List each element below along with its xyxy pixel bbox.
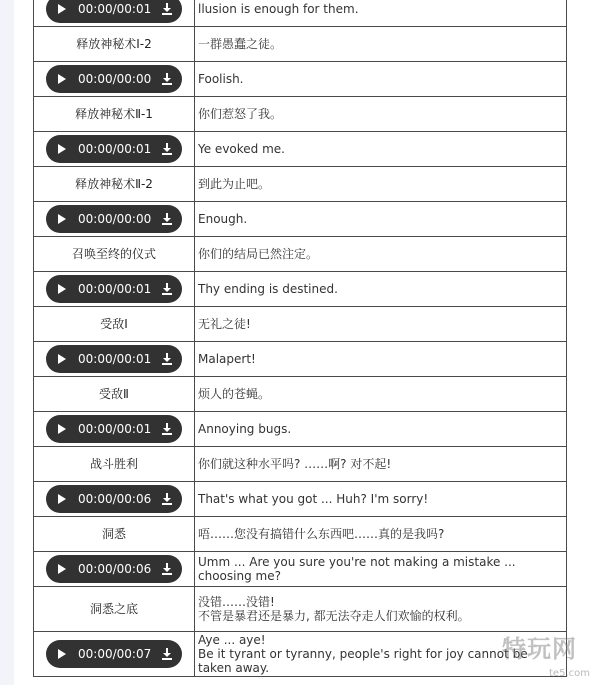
play-icon[interactable] <box>58 424 66 434</box>
voice-line-text: 唔……您没有搞错什么东西吧……真的是我吗? <box>198 527 445 541</box>
voice-line-chinese <box>195 27 567 62</box>
voice-line-name: 召唤至终的仪式 <box>34 237 195 272</box>
download-icon[interactable] <box>162 283 172 295</box>
voice-line-text: Malapert! <box>198 352 256 366</box>
voice-line-name: 洞悉 <box>34 517 195 552</box>
download-icon[interactable] <box>162 353 172 365</box>
voice-line-row <box>34 237 567 272</box>
voice-line-name: 释放神秘术Ⅱ-2 <box>34 167 195 202</box>
audio-player[interactable] <box>46 205 182 233</box>
voice-line-text: 无礼之徒! <box>198 317 251 331</box>
voice-line-name: 洞悉之底 <box>34 587 195 632</box>
audio-row <box>34 552 567 587</box>
voice-line-text: Enough. <box>198 212 248 226</box>
download-icon[interactable] <box>162 493 172 505</box>
play-icon[interactable] <box>58 649 66 659</box>
voice-line-english <box>195 342 567 377</box>
play-icon[interactable] <box>58 284 66 294</box>
audio-time: 00:00/00:00 <box>78 72 152 86</box>
audio-cell <box>34 482 195 517</box>
voice-line-text: 你们就这种水平吗? ……啊? 对不起! <box>198 457 392 471</box>
voice-line-chinese <box>195 237 567 272</box>
voice-line-row <box>34 97 567 132</box>
download-icon[interactable] <box>162 648 172 660</box>
audio-player[interactable] <box>46 640 182 668</box>
audio-row <box>34 62 567 97</box>
audio-row <box>34 342 567 377</box>
voice-line-name: 受敌Ⅱ <box>34 377 195 412</box>
voice-line-chinese <box>195 167 567 202</box>
play-icon[interactable] <box>58 354 66 364</box>
site-watermark <box>498 627 594 681</box>
voice-lines-table <box>33 0 567 677</box>
audio-row <box>34 0 567 27</box>
audio-player[interactable] <box>46 555 182 583</box>
audio-time: 00:00/00:00 <box>78 212 152 226</box>
voice-line-text: llusion is enough for them. <box>198 2 359 16</box>
audio-row <box>34 272 567 307</box>
voice-line-row <box>34 517 567 552</box>
play-icon[interactable] <box>58 564 66 574</box>
audio-player[interactable] <box>46 275 182 303</box>
voice-line-row <box>34 447 567 482</box>
voice-line-text: 烦人的苍蝇。 <box>198 387 271 401</box>
audio-time: 00:00/00:01 <box>78 422 152 436</box>
audio-player[interactable] <box>46 485 182 513</box>
voice-line-text: Annoying bugs. <box>198 422 292 436</box>
voice-line-name: 战斗胜利 <box>34 447 195 482</box>
voice-line-text: 一群愚蠢之徒。 <box>198 37 283 51</box>
audio-cell <box>34 0 195 27</box>
play-icon[interactable] <box>58 4 66 14</box>
voice-line-name: 释放神秘术Ⅱ-1 <box>34 97 195 132</box>
voice-line-row <box>34 27 567 62</box>
audio-time: 00:00/00:01 <box>78 142 152 156</box>
voice-line-text: Umm ... Are you sure you're not making a mistake ... choosing me? <box>198 555 516 583</box>
audio-row <box>34 482 567 517</box>
voice-line-row <box>34 307 567 342</box>
audio-time: 00:00/00:01 <box>78 352 152 366</box>
audio-cell <box>34 342 195 377</box>
voice-line-text: Foolish. <box>198 72 244 86</box>
audio-time: 00:00/00:01 <box>78 2 152 16</box>
download-icon[interactable] <box>162 73 172 85</box>
audio-player[interactable] <box>46 345 182 373</box>
voice-line-text: 你们的结局已然注定。 <box>198 247 319 261</box>
voice-line-text: 没错……没错! 不管是暴君还是暴力, 都无法夺走人们欢愉的权利。 <box>198 595 470 623</box>
voice-line-chinese <box>195 517 567 552</box>
voice-line-english <box>195 412 567 447</box>
audio-time: 00:00/00:06 <box>78 562 152 576</box>
audio-time: 00:00/00:01 <box>78 282 152 296</box>
download-icon[interactable] <box>162 213 172 225</box>
audio-cell <box>34 552 195 587</box>
watermark-logo: 特玩网 <box>502 635 577 663</box>
voice-line-chinese <box>195 447 567 482</box>
voice-line-text: 到此为止吧。 <box>198 177 271 191</box>
voice-line-text: Aye ... aye! Be it tyrant or tyranny, people's right for joy cannot be taken away. <box>198 633 528 675</box>
voice-line-chinese <box>195 307 567 342</box>
audio-player[interactable] <box>46 135 182 163</box>
audio-cell <box>34 62 195 97</box>
voice-line-row <box>34 377 567 412</box>
audio-cell <box>34 412 195 447</box>
audio-cell <box>34 632 195 677</box>
voice-line-english <box>195 132 567 167</box>
voice-line-row <box>34 587 567 632</box>
voice-line-english <box>195 0 567 27</box>
play-icon[interactable] <box>58 494 66 504</box>
download-icon[interactable] <box>162 423 172 435</box>
audio-player[interactable] <box>46 65 182 93</box>
audio-cell <box>34 202 195 237</box>
download-icon[interactable] <box>162 563 172 575</box>
play-icon[interactable] <box>58 144 66 154</box>
play-icon[interactable] <box>58 74 66 84</box>
voice-line-row <box>34 167 567 202</box>
voice-line-text: That's what you got ... Huh? I'm sorry! <box>198 492 429 506</box>
audio-row <box>34 132 567 167</box>
voice-line-text: Ye evoked me. <box>198 142 285 156</box>
voice-line-english <box>195 272 567 307</box>
watermark-url: te5.com <box>549 668 590 679</box>
voice-line-english <box>195 202 567 237</box>
voice-line-english <box>195 62 567 97</box>
audio-row <box>34 632 567 677</box>
download-icon[interactable] <box>162 3 172 15</box>
audio-cell <box>34 272 195 307</box>
voice-line-text: 你们惹怒了我。 <box>198 107 283 121</box>
voice-line-chinese <box>195 377 567 412</box>
voice-line-english <box>195 552 567 587</box>
voice-line-chinese <box>195 97 567 132</box>
download-icon[interactable] <box>162 143 172 155</box>
audio-time: 00:00/00:07 <box>78 647 152 661</box>
voice-line-english <box>195 482 567 517</box>
voice-line-name: 释放神秘术Ⅰ-2 <box>34 27 195 62</box>
audio-player[interactable] <box>46 415 182 443</box>
audio-player[interactable] <box>46 0 182 23</box>
voice-line-text: Thy ending is destined. <box>198 282 338 296</box>
audio-row <box>34 412 567 447</box>
voice-line-name: 受敌Ⅰ <box>34 307 195 342</box>
audio-time: 00:00/00:06 <box>78 492 152 506</box>
page-left-margin <box>0 0 14 685</box>
voice-line-chinese <box>195 587 567 632</box>
play-icon[interactable] <box>58 214 66 224</box>
audio-row <box>34 202 567 237</box>
audio-cell <box>34 132 195 167</box>
